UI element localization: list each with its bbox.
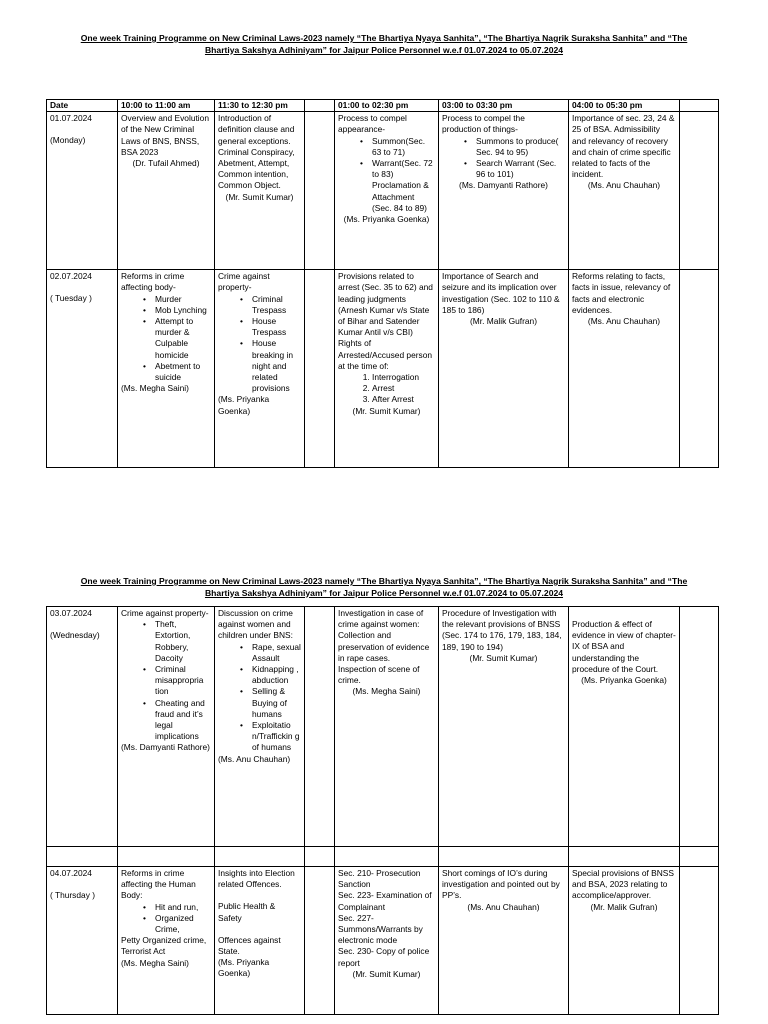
date-value: 01.07.2024: [50, 113, 92, 124]
extra-cell: [680, 607, 719, 847]
break-cell: [305, 112, 335, 270]
list-item: • Search Warrant (Sec. 96 to 101): [476, 158, 565, 180]
list-item: • Summon(Sec. 63 to 71): [372, 136, 435, 158]
session-topic: Insights into Election related Offences.: [218, 868, 295, 890]
session-cell: [215, 270, 305, 468]
title-line-1: One week Training Programme on New Criminal Laws-2023 namely “The Bhartiya Nyaya Sanhita”, “The Bhartiya Nagrik Suraksha Sanhita” and “The: [80, 576, 688, 586]
day-row-thursday: [47, 867, 719, 1015]
session-topic: Crime against property-: [218, 271, 270, 293]
col-break: [305, 100, 335, 112]
list-item: 3. After Arrest: [372, 394, 435, 405]
session-topic: Discussion on crime against women and children under BNS:: [218, 608, 293, 641]
faculty-name: (Ms. Priyanka Goenka): [581, 675, 667, 686]
session-topic: Reforms relating to facts, facts in issue, relevancy of facts and electronic evidences.: [572, 271, 671, 315]
faculty-name: (Mr. Malik Gufran): [590, 901, 658, 912]
faculty-name: (Mr. Sumit Kumar): [225, 191, 294, 202]
faculty-name: (Mr. Sumit Kumar): [352, 405, 421, 416]
session-subtopic: Sec. 230- Copy of police report: [338, 946, 430, 968]
list-item: • Cheating and fraud and it’s legal implications: [155, 698, 211, 743]
col-extra: [680, 100, 719, 112]
list-item: 2. Arrest: [372, 383, 435, 394]
session-topic: Provisions related to arrest (Sec. 35 to 62) and leading judgments (Arnesh Kumar v/s State of Bihar and Satender Kumar Antil v/s CBI): [338, 271, 433, 338]
list-item: • Murder: [155, 294, 211, 305]
day-row-monday: [47, 112, 719, 270]
topic-list: [121, 619, 211, 742]
schedule-table-2: [46, 606, 719, 1015]
session-cell: [439, 607, 569, 847]
session-cell: [569, 270, 680, 468]
session-subtopic: Rights of Arrested/Accused person at the time of:: [338, 338, 433, 371]
date-value: 03.07.2024: [50, 608, 92, 618]
session-subtopic: Sec. 227- Summons/Warrants by electronic mode: [338, 912, 423, 946]
list-item: • Selling & Buying of humans: [252, 686, 301, 720]
date-cell: [47, 112, 118, 270]
session-cell: [335, 270, 439, 468]
list-item: • Warrant(Sec. 72 to 83) Proclamation & Attachment (Sec. 84 to 89): [372, 158, 435, 214]
list-item: • Abetment to suicide: [155, 361, 211, 383]
extra-cell: [680, 112, 719, 270]
faculty-name: (Ms. Anu Chauhan): [587, 316, 661, 327]
session-cell: [118, 112, 215, 270]
faculty-name: (Ms. Megha Saini): [121, 383, 189, 394]
col-slot-3: 01:00 to 02:30 pm: [335, 100, 439, 112]
faculty-name: (Ms. Damyanti Rathore): [459, 180, 548, 191]
session-subtopic: Sec. 223- Examination of Complainant: [338, 890, 432, 912]
session-topic: Overview and Evolution of the New Criminal Laws of BNS, BNSS, BSA 2023: [121, 113, 209, 157]
session-cell: [118, 607, 215, 847]
session-cell: [569, 607, 680, 847]
list-item: • House breaking in night and related provisions: [252, 338, 301, 394]
session-topic: Crime against property-: [121, 608, 209, 618]
col-slot-1: 10:00 to 11:00 am: [118, 100, 215, 112]
programme-title-1: [60, 33, 708, 56]
list-item: • Criminal misappropria tion: [155, 664, 211, 698]
session-cell: [439, 112, 569, 270]
session-topic: Process to compel the production of things-: [442, 113, 525, 135]
list-item: • Summons to produce( Sec. 94 to 95): [476, 136, 565, 158]
list-item: • Criminal Trespass: [252, 294, 301, 316]
session-topic: Sec. 210- Prosecution Sanction: [338, 868, 421, 890]
session-topic: Short comings of IO’s during investigation and pointed out by PP’s.: [442, 868, 560, 901]
session-topic: Reforms in crime affecting the Human Body:: [121, 868, 196, 901]
weekday-label: ( Thursday ): [50, 890, 95, 901]
faculty-name: (Dr. Tufail Ahmed): [132, 158, 200, 169]
session-cell: [335, 867, 439, 1015]
session-topic: Importance of sec. 23, 24 & 25 of BSA. Admissibility and relevancy of recovery and chain of crime specific related to facts of the incident.: [572, 113, 675, 180]
weekday-label: (Wednesday): [50, 630, 100, 641]
spacer-row: [47, 847, 719, 867]
session-topic: Procedure of Investigation with the relevant provisions of BNSS (Sec. 174 to 176, 179, 183, 184, 189, 190 to 194): [442, 608, 562, 652]
day-row-tuesday: [47, 270, 719, 468]
session-topic: Special provisions of BNSS and BSA, 2023 relating to accomplice/approver.: [572, 868, 674, 901]
date-cell: [47, 607, 118, 847]
list-item: • Theft, Extortion, Robbery, Dacoity: [155, 619, 211, 664]
session-cell: [118, 270, 215, 468]
topic-list: [442, 136, 565, 181]
date-cell: [47, 270, 118, 468]
session-topic: Production & effect of evidence in view of chapter- IX of BSA and understanding the procedure of the Court.: [572, 619, 676, 674]
session-cell: [335, 607, 439, 847]
topic-list: [338, 136, 435, 214]
col-slot-4: 03:00 to 03:30 pm: [439, 100, 569, 112]
list-item: • Hit and run,: [155, 902, 211, 913]
list-item: • Rape, sexual Assault: [252, 642, 301, 664]
header-row: [47, 100, 719, 112]
faculty-name: (Ms. Priyanka Goenka): [343, 214, 430, 225]
weekday-label: ( Tuesday ): [50, 293, 92, 304]
session-cell: [569, 867, 680, 1015]
extra-cell: [680, 867, 719, 1015]
title-line-1: One week Training Programme on New Criminal Laws-2023 namely “The Bhartiya Nyaya Sanhita”, “The Bhartiya Nagrik Suraksha Sanhita” and “The: [80, 33, 688, 43]
session-topic: Importance of Search and seizure and its implication over investigation (Sec. 102 to 110 & 185 to 186): [442, 271, 560, 315]
date-value: 04.07.2024: [50, 868, 92, 878]
faculty-name: (Mr. Sumit Kumar): [352, 968, 421, 979]
numbered-list: [338, 372, 435, 406]
faculty-name: (Ms. Anu Chauhan): [587, 180, 661, 191]
schedule-table-1: [46, 99, 719, 468]
break-cell: [305, 607, 335, 847]
faculty-name: (Mr. Sumit Kumar): [469, 652, 538, 663]
topic-list: [121, 294, 211, 384]
session-topic: Process to compel appearance-: [338, 113, 407, 135]
list-item: • Mob Lynching: [155, 305, 211, 316]
session-cell: [215, 112, 305, 270]
list-item: • Organized Crime,: [155, 913, 211, 935]
session-cell: [215, 607, 305, 847]
session-cell: [215, 867, 305, 1015]
faculty-name: (Ms. Priyanka Goenka): [218, 957, 270, 979]
faculty-name: (Ms. Anu Chauhan): [467, 901, 540, 912]
extra-cell: [680, 270, 719, 468]
list-item: 1. Interrogation: [372, 372, 435, 383]
session-subtopic: Public Health & Safety: [218, 901, 276, 923]
date-cell: [47, 867, 118, 1015]
programme-title-2: [60, 576, 708, 599]
weekday-label: (Monday): [50, 135, 86, 146]
faculty-name: (Ms. Megha Saini): [121, 957, 189, 968]
title-line-2: Bhartiya Sakshya Adhiniyam” for Jaipur Police Personnel w.e.f 01.07.2024 to 05.07.2024: [204, 587, 564, 598]
col-slot-2: 11:30 to 12:30 pm: [215, 100, 305, 112]
faculty-name: (Ms. Anu Chauhan): [218, 753, 291, 764]
session-cell: [439, 270, 569, 468]
session-subtopic: Inspection of scene of crime.: [338, 664, 420, 686]
topic-list: [121, 902, 211, 936]
day-row-wednesday: [47, 607, 719, 847]
title-line-2: Bhartiya Sakshya Adhiniyam” for Jaipur Police Personnel w.e.f 01.07.2024 to 05.07.2024: [204, 44, 564, 55]
session-subtopic: Petty Organized crime, Terrorist Act: [121, 935, 207, 957]
list-item: • House Trespass: [252, 316, 301, 338]
break-cell: [305, 270, 335, 468]
session-cell: [439, 867, 569, 1015]
session-topic: Introduction of definition clause and general exceptions. Criminal Conspiracy, Abetment, Attempt, Common intention, Common Object.: [218, 113, 295, 191]
session-topic: Reforms in crime affecting body-: [121, 271, 185, 293]
col-slot-5: 04:00 to 05:30 pm: [569, 100, 680, 112]
session-cell: [118, 867, 215, 1015]
date-value: 02.07.2024: [50, 271, 92, 282]
break-cell: [305, 867, 335, 1015]
session-cell: [569, 112, 680, 270]
topic-list: [218, 294, 301, 395]
topic-list: [218, 642, 301, 754]
faculty-name: (Ms. Priyanka Goenka): [218, 394, 270, 416]
list-item: • Kidnapping , abduction: [252, 664, 301, 686]
faculty-name: (Mr. Malik Gufran): [469, 316, 537, 327]
list-item: • Attempt to murder & Culpable homicide: [155, 316, 211, 361]
list-item: • Exploitatio n/Traffickin g of humans: [252, 720, 301, 754]
session-subtopic: Offences against State.: [218, 934, 281, 957]
col-date: Date: [47, 100, 118, 112]
faculty-name: (Ms. Megha Saini): [352, 686, 421, 697]
session-cell: [335, 112, 439, 270]
session-topic: Investigation in case of crime against women: Collection and preservation of evidence in rape cases.: [338, 608, 430, 663]
faculty-name: (Ms. Damyanti Rathore): [121, 742, 210, 753]
